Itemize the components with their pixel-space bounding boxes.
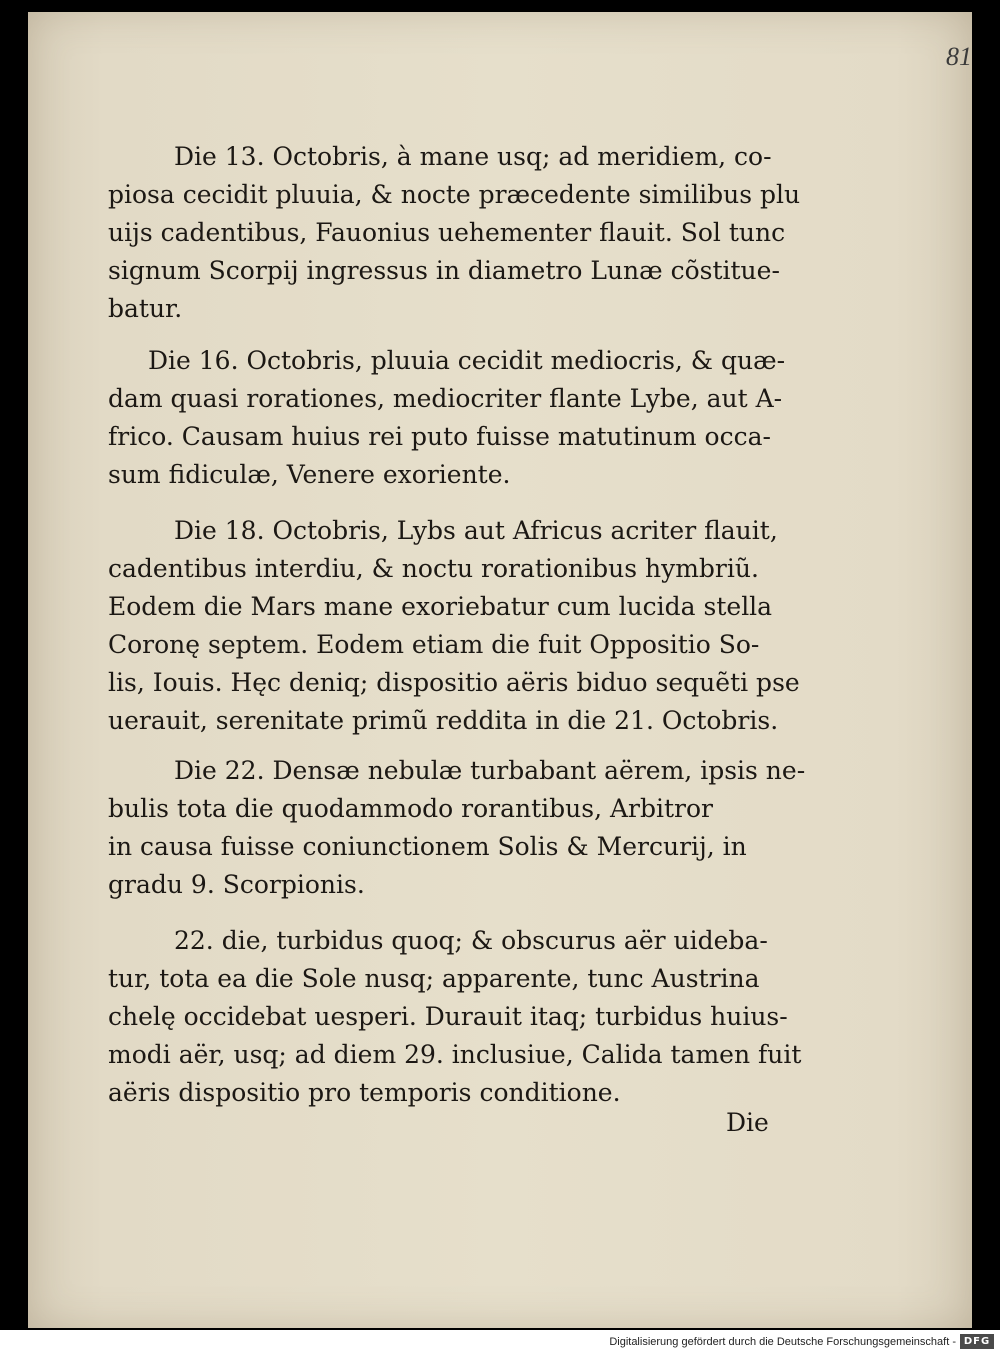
text-line: uijs cadentibus, Fauonius uehementer flauit. Sol tunc (108, 218, 786, 247)
text-line: Eodem die Mars mane exoriebatur cum lucida stella (108, 592, 773, 621)
text-line: chelę occidebat uesperi. Durauit itaq; turbidus huius- (108, 1002, 788, 1031)
text-line: uerauit, serenitate primũ reddita in die 21. Octobris. (108, 706, 779, 735)
dfg-logo: DFG (960, 1334, 994, 1349)
page-number: 81 (946, 42, 972, 71)
paragraph-oct-16 (108, 342, 858, 494)
text-line: gradu 9. Scorpionis. (108, 870, 365, 899)
text-line: signum Scorpij ingressus in diametro Lunæ cõstitue- (108, 256, 780, 285)
text-line: frico. Causam huius rei puto fuisse matutinum occa- (108, 422, 771, 451)
text-line: piosa cecidit pluuia, & nocte præcedente similibus plu (108, 180, 801, 209)
paragraph-day-22 (108, 922, 858, 1112)
text-line: lis, Iouis. Hęc deniq; dispositio aëris biduo sequẽti pse (108, 668, 800, 697)
text-line: 22. die, turbidus quoq; & obscurus aër uideba- (174, 926, 768, 955)
funding-credit: Digitalisierung gefördert durch die Deutsche Forschungsgemeinschaft - (609, 1336, 956, 1348)
text-line: Die 16. Octobris, pluuia cecidit mediocris, & quæ- (148, 346, 786, 375)
text-line: cadentibus interdiu, & noctu rorationibus hymbriũ. (108, 554, 759, 583)
paragraph-oct-22 (108, 752, 858, 904)
text-line: Die 13. Octobris, à mane usq; ad meridiem, co- (174, 142, 772, 171)
text-line: Coronę septem. Eodem etiam die fuit Oppositio So- (108, 630, 760, 659)
text-line: batur. (108, 294, 183, 323)
text-line: dam quasi rorationes, mediocriter flante Lybe, aut A- (108, 384, 783, 413)
text-line: Die 22. Densæ nebulæ turbabant aërem, ipsis ne- (174, 756, 806, 785)
footer-bar (0, 1330, 1000, 1356)
book-page (28, 12, 972, 1328)
paragraph-oct-18 (108, 512, 858, 740)
paragraph-oct-13 (108, 138, 858, 328)
text-line: bulis tota die quodammodo rorantibus, Arbitror (108, 794, 713, 823)
text-line: Die 18. Octobris, Lybs aut Africus acriter flauit, (174, 516, 778, 545)
text-line: aëris dispositio pro temporis conditione. (108, 1078, 621, 1107)
text-line: in causa fuisse coniunctionem Solis & Mercurij, in (108, 832, 747, 861)
text-line: tur, tota ea die Sole nusq; apparente, tunc Austrina (108, 964, 760, 993)
catchword: Die (726, 1108, 769, 1137)
text-line: modi aër, usq; ad diem 29. inclusiue, Calida tamen fuit (108, 1040, 802, 1069)
text-line: sum fidiculæ, Venere exoriente. (108, 460, 511, 489)
